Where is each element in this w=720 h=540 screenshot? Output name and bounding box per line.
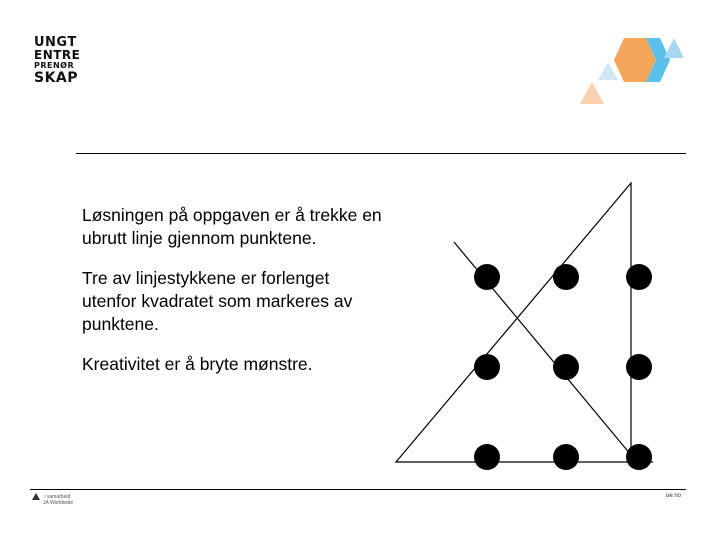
solution-line — [396, 183, 653, 462]
bottom-divider — [30, 489, 686, 490]
paragraph-extended-lines: Tre av linjestykkene er forlenget utenfor kvadratet som markeres av punktene. — [82, 268, 353, 334]
paragraph-solution: Løsningen på oppgaven er å trekke en ubrutt linje gjennom punktene. — [82, 205, 382, 248]
sponsor-line-2: JA Worldwide — [43, 500, 74, 506]
dot — [474, 444, 500, 470]
dot — [626, 264, 652, 290]
dot — [474, 264, 500, 290]
dot — [474, 354, 500, 380]
dot — [626, 444, 652, 470]
dot — [553, 264, 579, 290]
logo-line-2: ENTRE — [34, 48, 81, 62]
dot — [626, 354, 652, 380]
sponsor-logo — [32, 493, 73, 506]
footer-url: ue.no — [666, 493, 682, 499]
sponsor-line-1: i samarbeid — [44, 493, 71, 500]
logo-line-1: UNGT — [34, 35, 77, 50]
logo-line-3: PRENØR — [34, 61, 75, 70]
paragraph-creativity: Kreativitet er å bryte mønstre. — [82, 354, 313, 374]
dot — [553, 354, 579, 380]
ja-triangle-icon — [32, 493, 40, 500]
logo-line-4: SKAP — [34, 70, 79, 86]
dot — [553, 444, 579, 470]
